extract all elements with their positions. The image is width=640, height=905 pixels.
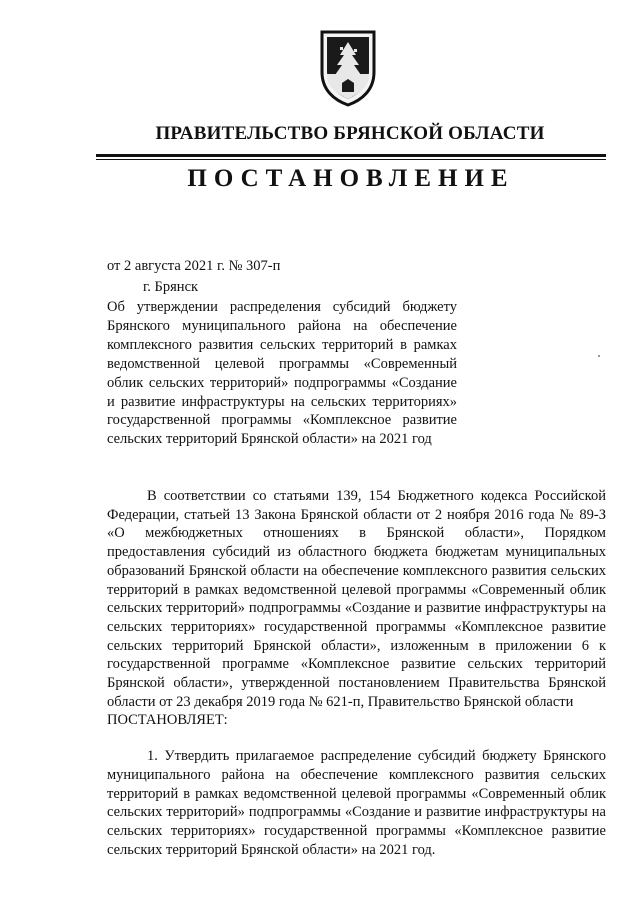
document-date-number: от 2 августа 2021 г. № 307-п <box>107 258 281 274</box>
decree-word: ПОСТАНОВЛЯЕТ: <box>107 712 228 729</box>
header-divider-thick <box>96 154 606 157</box>
document-body <box>107 487 606 859</box>
document-type-heading: ПОСТАНОВЛЕНИЕ <box>187 165 515 192</box>
organization-title: ПРАВИТЕЛЬСТВО БРЯНСКОЙ ОБЛАСТИ <box>155 123 545 144</box>
document-city: г. Брянск <box>143 279 199 295</box>
coat-of-arms-icon <box>318 28 378 108</box>
paragraph-spacer <box>107 730 606 747</box>
scan-speck <box>598 355 600 357</box>
document-subject: Об утверждении распределения субсидий бюджету Брянского муниципального района на обеспечение комплексного развития сельских территорий в рамках ведомственной целевой программы «Современный облик сельских территорий» подпрограммы «Создание и развитие инфраструктуры на сельских территориях» государственной программы «Комплексное развитие сельских территорий Брянской области» на 2021 год <box>107 299 457 448</box>
header-divider-thin <box>96 159 606 160</box>
item-1-paragraph: 1. Утвердить прилагаемое распределение субсидий бюджету Брянского муниципального района на обеспечение комплексного развития сельских территорий в рамках ведомственной целевой программы «Современный облик сельских территорий» подпрограммы «Создание и развитие инфраструктуры на сельских территориях» государственной программы «Комплексное развитие сельских территорий Брянской области» на 2021 год. <box>107 748 606 858</box>
preamble-paragraph: В соответствии со статьями 139, 154 Бюджетного кодекса Российской Федерации, статьей 13 Закона Брянской области от 2 ноября 2016 года № 89-З «О межбюджетных отношениях в Брянской области», Порядком предоставления субсидий из областного бюджета бюджетам муниципальных образований Брянской области на обеспечение комплексного развития сельских территорий в рамках ведомственной целевой программы «Современный облик сельских территорий» подпрограммы «Создание и развитие инфраструктуры на сельских территориях» государственной программы «Комплексное развитие сельских территорий Брянской области», изложенным в приложении 6 к государственной программе «Комплексное развитие сельских территорий Брянской области», утвержденной постановлением Правительства Брянской области от 23 декабря 2019 года № 621-п, Правительство Брянской области <box>107 488 606 710</box>
